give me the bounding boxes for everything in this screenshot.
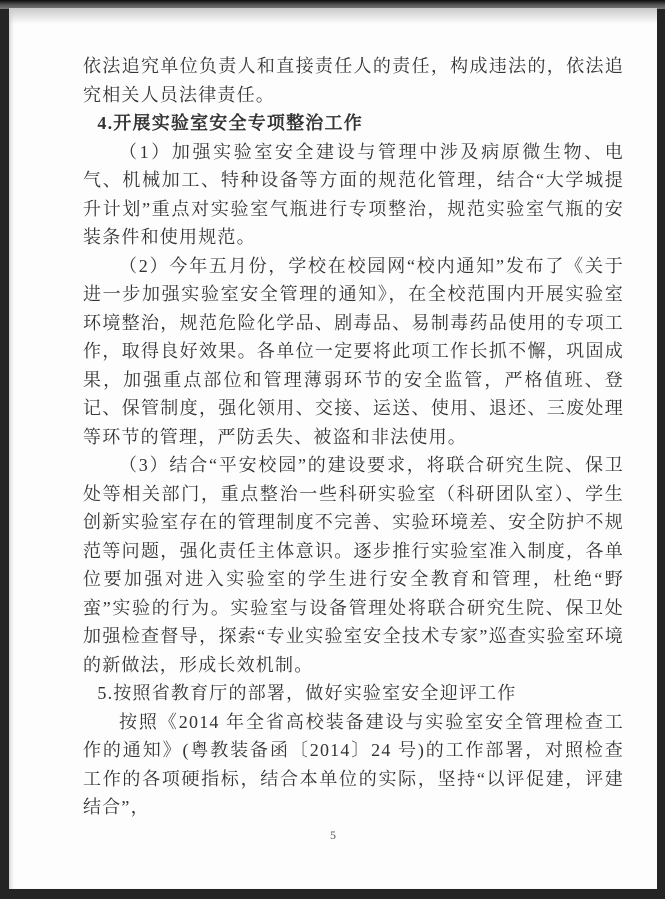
section-heading: 4.开展实验室安全专项整治工作 [97,113,363,133]
paragraph: （3）结合“平安校园”的建设要求，将联合研究生院、保卫处等相关部门，重点整治一些科研实验室（科研团队室）、学生创新实验室存在的管理制度不完善、实验环境差、安全防护不规范等问题，强化责任主体意识。逐步推行实验室准入制度，各单位要加强对进入实验室的学生进行安全教育和管理，杜绝“野蛮”实验的行为。实验室与设备管理处将联合研究生院、保卫处加强检查督导，探索“专业实验室安全技术专家”巡查实验室环境的新做法，形成长效机制。 [83,455,624,675]
section-heading: 5.按照省教育厅的部署，做好实验室安全迎评工作 [97,683,517,703]
page-number: 5 [330,828,336,842]
document-page [9,8,657,889]
paragraph: 依法追究单位负责人和直接责任人的责任，构成违法的，依法追究相关人员法律责任。 [83,56,624,105]
document-body [83,52,624,822]
paragraph: （1）加强实验室安全建设与管理中涉及病原微生物、电气、机械加工、特种设备等方面的规范化管理，结合“大学城提升计划”重点对实验室气瓶进行专项整治，规范实验室气瓶的安装条件和使用规范。 [83,141,624,247]
paragraph: （2）今年五月份，学校在校园网“校内通知”发布了《关于进一步加强实验室安全管理的通知》，在全校范围内开展实验室环境整治，规范危险化学品、剧毒品、易制毒药品使用的专项工作，取得良好效果。各单位一定要将此项工作长抓不懈，巩固成果，加强重点部位和管理薄弱环节的安全监管，严格值班、登记、保管制度，强化领用、交接、运送、使用、退还、三废处理等环节的管理，严防丢失、被盗和非法使用。 [83,255,624,447]
paragraph: 按照《2014 年全省高校装备建设与实验室安全管理检查工作的通知》(粤教装备函〔2014〕24 号)的工作部署，对照检查工作的各项硬指标，结合本单位的实际，坚持“以评促建，评建结合”， [83,711,624,817]
